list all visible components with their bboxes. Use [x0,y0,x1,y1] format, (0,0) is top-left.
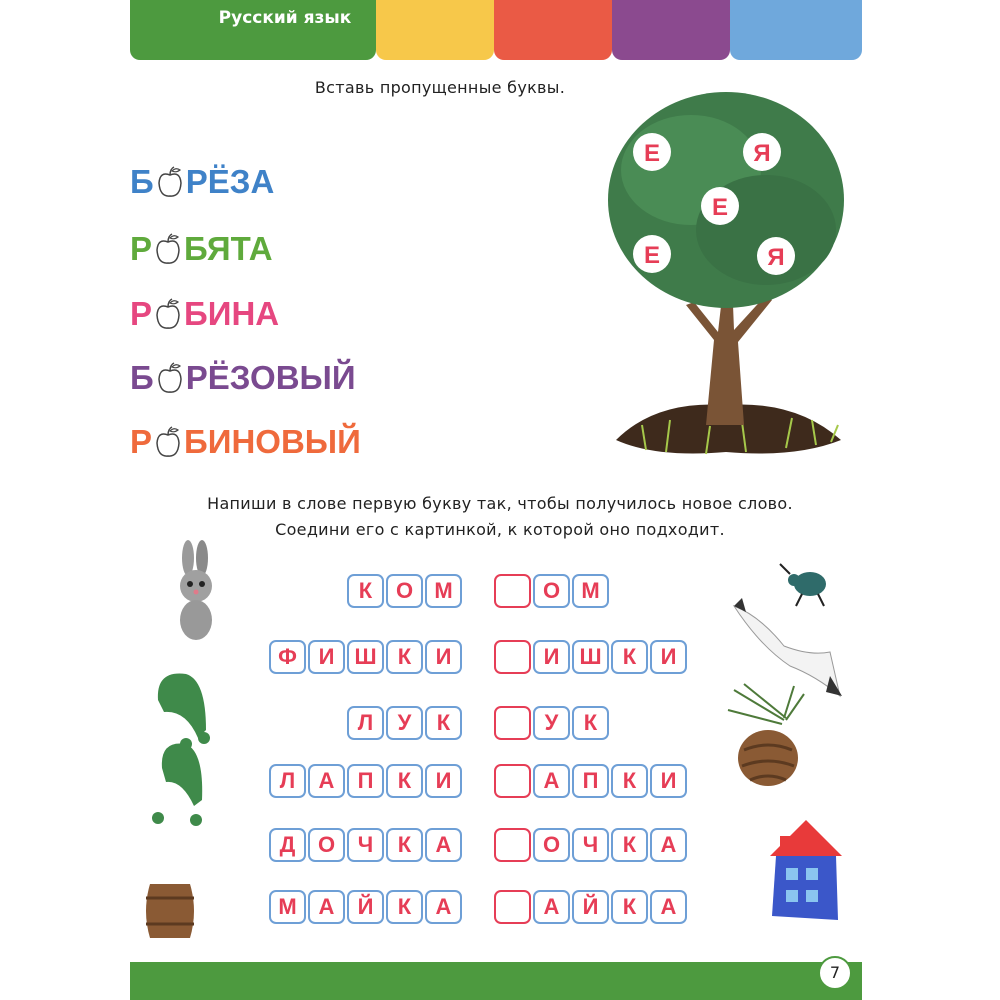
word-with-gap [130,292,279,336]
letter-cell: А [650,828,687,862]
letter-cell: К [572,706,609,740]
letter-cell: Й [572,890,609,924]
tree-illustration [596,80,856,480]
right-gutter [862,0,1000,1000]
word-prefix: Р [130,230,153,267]
tab-red[interactable] [494,0,612,60]
letter-cell: А [533,890,570,924]
apple-blank-icon[interactable] [154,297,182,331]
letter-cell: У [533,706,570,740]
letter-cell: К [611,828,648,862]
apple-blank-icon[interactable] [154,425,182,459]
tab-yellow[interactable] [376,0,494,60]
letter-cell: П [347,764,384,798]
word-with-gap [130,227,273,271]
letter-cell: К [347,574,384,608]
letter-cell: А [533,764,570,798]
blank-letter-cell[interactable] [494,574,531,608]
letter-cell: Л [347,706,384,740]
word-with-gap [130,420,361,464]
word-suffix: БИНА [184,295,280,332]
hare-picture[interactable] [166,540,226,644]
letter-cell: Ч [572,828,609,862]
task2-instruction-line2: Соедини его с картинкой, к которой оно подходит. [275,520,725,539]
letter-cell: Й [347,890,384,924]
task2-instruction-line1: Напиши в слове первую букву так, чтобы получилось новое слово. [207,494,793,513]
letter-cell: Ш [572,640,609,674]
letter-cell: К [611,640,648,674]
hat-picture[interactable] [146,660,226,830]
tab-purple[interactable] [612,0,730,60]
blank-letter-cell[interactable] [494,764,531,798]
letter-cell: А [650,890,687,924]
word-prefix: Р [130,295,153,332]
apple-letter [757,237,795,275]
house-picture[interactable] [762,816,846,926]
apple-blank-icon[interactable] [156,165,184,199]
letter-cell: М [425,574,462,608]
letter-cell: И [308,640,345,674]
svg-text:Е: Е [643,242,661,269]
letter-cell: К [611,764,648,798]
word-suffix: РЁЗА [185,163,275,200]
page-number: 7 [818,956,852,990]
letter-cell: А [425,890,462,924]
letter-cell: И [533,640,570,674]
letter-cell: Ч [347,828,384,862]
task1-instruction: Вставь пропущенные буквы. [314,78,566,97]
subject-title: Русский язык [218,8,352,28]
word-with-gap [130,160,274,204]
blank-letter-cell[interactable] [494,828,531,862]
letter-cell: М [572,574,609,608]
letter-cell: П [572,764,609,798]
letter-cell: А [425,828,462,862]
letter-cell: Л [269,764,306,798]
letter-cell: М [269,890,306,924]
word-with-gap [130,356,356,400]
svg-text:Е: Е [643,140,661,167]
letter-cell: О [533,828,570,862]
blank-letter-cell[interactable] [494,640,531,674]
word-prefix: Б [130,359,154,396]
letter-cell: К [386,828,423,862]
barrel-picture[interactable] [140,880,200,942]
apple-blank-icon[interactable] [154,232,182,266]
svg-text:Я: Я [767,244,785,271]
letter-cell: К [611,890,648,924]
letter-cell: И [650,640,687,674]
svg-text:Е: Е [711,194,729,221]
tab-blue[interactable] [730,0,862,60]
letter-cell: И [425,764,462,798]
apple-letter [633,235,671,273]
letter-cell: К [386,640,423,674]
blank-letter-cell[interactable] [494,890,531,924]
letter-cell: К [386,764,423,798]
letter-cell: И [425,640,462,674]
letter-cell: О [308,828,345,862]
tab-russian[interactable] [130,0,376,60]
letter-cell: А [308,890,345,924]
word-suffix: БЯТА [184,230,273,267]
letter-cell: У [386,706,423,740]
blank-letter-cell[interactable] [494,706,531,740]
letter-cell: Д [269,828,306,862]
page-footer-bar [130,962,862,1000]
word-prefix: Р [130,423,153,460]
apple-letter [743,133,781,171]
svg-text:Я: Я [753,140,771,167]
word-pair-row [224,890,844,924]
letter-cell: К [425,706,462,740]
letter-cell: К [386,890,423,924]
letter-cell: Ш [347,640,384,674]
pinecone-picture[interactable] [724,680,814,790]
section-tabs [130,0,862,62]
word-suffix: БИНОВЫЙ [184,423,361,460]
apple-letter [701,187,739,225]
letter-cell: А [308,764,345,798]
letter-cell: О [386,574,423,608]
apple-blank-icon[interactable] [156,361,184,395]
letter-cell: И [650,764,687,798]
word-prefix: Б [130,163,154,200]
apple-letter [633,133,671,171]
workbook-page [130,0,862,1000]
left-gutter [0,0,130,1000]
letter-cell: Ф [269,640,306,674]
word-suffix: РЁЗОВЫЙ [185,359,356,396]
word-pair-row [224,828,844,862]
letter-cell: О [533,574,570,608]
